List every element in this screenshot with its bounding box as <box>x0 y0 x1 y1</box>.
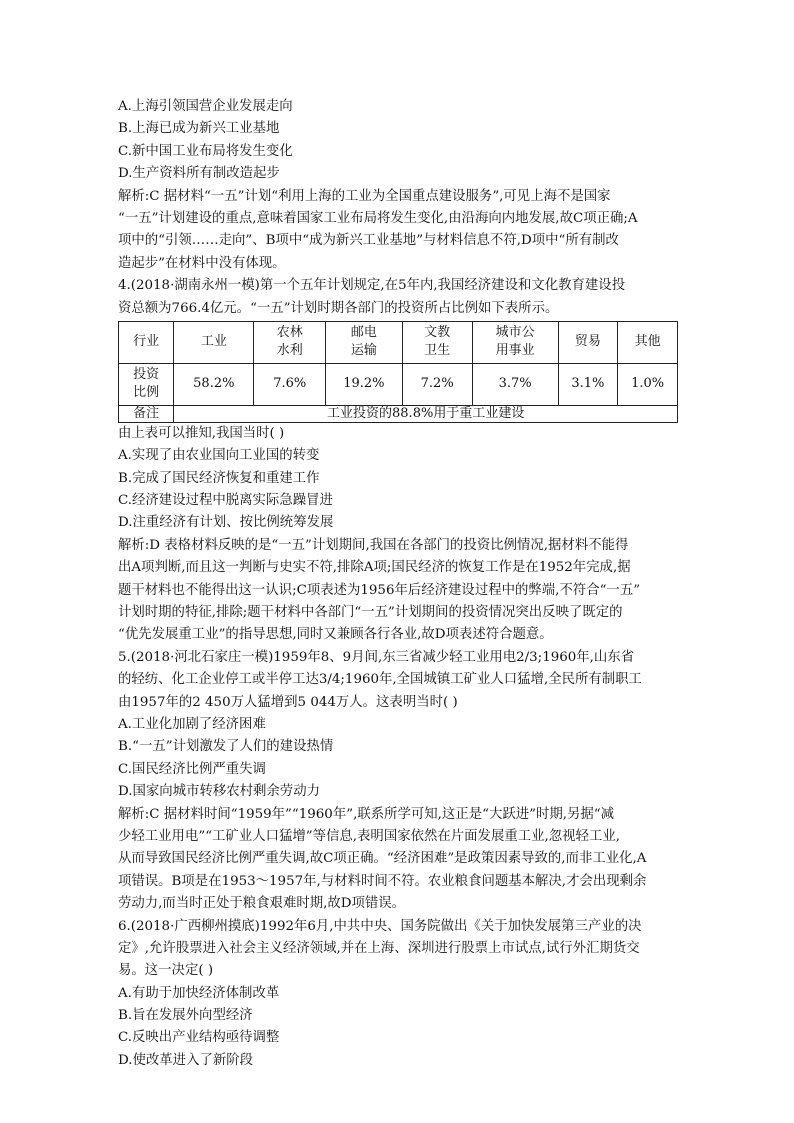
q5-stem-line: 的轻纺、化工企业停工或半停工达3/4;1960年,全国城镇工矿业人口猛增,全民所有制职工 <box>118 672 642 688</box>
q5-analysis <box>118 804 678 916</box>
table-header-cell: 行业 <box>119 321 174 363</box>
q6-stem-line: 定》,允许股票进入社会主义经济领域,并在上海、深圳进行股票上市试点,试行外汇期货交 <box>118 940 640 956</box>
q6-option-a: A.有助于加快经济体制改革 <box>118 985 280 1001</box>
q3-option-c: C.新中国工业布局将发生变化 <box>118 143 293 159</box>
table-note-row <box>119 405 678 422</box>
q5-analysis-line: 少轻工业用电”“工矿业人口猛增”等信息,表明国家依然在片面发展重工业,忽视轻工业, <box>118 828 620 844</box>
q3-analysis-line: “一五”计划建设的重点,意味着国家工业布局将发生变化,由沿海向内地发展,故C项正确;A <box>118 210 638 226</box>
q5-analysis-line: 项错误。B项是在1953～1957年,与材料时间不符。农业粮食问题基本解决,才会出现剩余 <box>118 873 647 889</box>
q5-analysis-line: 劳动力,而当时正处于粮食艰难时期,故D项错误。 <box>118 896 406 912</box>
q4-option-c: C.经济建设过程中脱离实际急躁冒进 <box>118 493 333 509</box>
table-cell: 3.7% <box>472 363 558 405</box>
q5-option-b: B.“一五”计划激发了人们的建设热情 <box>118 739 334 755</box>
investment-table <box>118 321 678 423</box>
q5-stem-line: 5.(2018·河北石家庄一模)1959年8、9月间,东三省减少轻工业用电2/3;1960年,山东省 <box>118 649 635 665</box>
q4-stem-line: 4.(2018·湖南永州一模)第一个五年计划规定,在5年内,我国经济建设和文化教育建设投 <box>118 278 626 294</box>
q6-stem-line: 6.(2018·广西柳州摸底)1992年6月,中共中央、国务院做出《关于加快发展第三产业的决 <box>118 918 642 934</box>
q4-stem <box>118 275 678 320</box>
table-note-label: 备注 <box>119 405 174 422</box>
table-row <box>119 363 678 405</box>
table-header-cell <box>254 321 326 363</box>
table-header-text: 城市公 <box>495 325 535 341</box>
table-cell: 58.2% <box>174 363 254 405</box>
q5-stem <box>118 647 678 714</box>
table-header-text: 卫生 <box>424 343 451 359</box>
q6-option-b: B.旨在发展外向型经济 <box>118 1008 253 1024</box>
table-header-text: 运输 <box>350 343 377 359</box>
table-header-cell <box>402 321 472 363</box>
q3-option-a: A.上海引领国营企业发展走向 <box>118 99 293 114</box>
table-header-cell <box>326 321 402 363</box>
table-header-cell <box>472 321 558 363</box>
q3-options <box>118 96 678 186</box>
q6-option-d: D.使改革进入了新阶段 <box>118 1052 254 1068</box>
q6-stem <box>118 916 678 983</box>
q4-option-b: B.完成了国民经济恢复和重建工作 <box>118 470 320 486</box>
q4-analysis-line: “优先发展重工业”的指导思想,同时又兼顾各行各业,故D项表述符合题意。 <box>118 627 553 643</box>
q5-option-d: D.国家向城市转移农村剩余劳动力 <box>118 784 320 800</box>
q4-option-a: A.实现了由农业国向工业国的转变 <box>118 448 320 464</box>
q5-stem-line: 由1957年的2 450万人猛增到5 044万人。这表明当时( ) <box>118 694 458 710</box>
table-header-text: 文教 <box>424 325 451 341</box>
table-header-text: 水利 <box>276 343 303 359</box>
q5-option-c: C.国民经济比例严重失调 <box>118 761 266 777</box>
table-header-text: 农林 <box>276 325 303 341</box>
table-cell: 7.6% <box>254 363 326 405</box>
table-cell: 3.1% <box>558 363 618 405</box>
table-row-label-text: 比例 <box>133 385 160 401</box>
table-header-text: 用事业 <box>495 343 535 359</box>
table-note-text: 工业投资的88.8%用于重工业建设 <box>174 405 678 422</box>
q5-option-a: A.工业化加剧了经济困难 <box>118 716 266 732</box>
table-header-cell: 工业 <box>174 321 254 363</box>
table-header-text: 邮电 <box>350 325 377 341</box>
q3-analysis-line: 解析:C 据材料“一五”计划“利用上海的工业为全国重点建设服务”,可见上海不是国家 <box>118 188 611 204</box>
q3-analysis-line: 造起步”在材料中没有体现。 <box>118 255 286 271</box>
table-row-label <box>119 363 174 405</box>
q3-option-b: B.上海已成为新兴工业基地 <box>118 121 280 137</box>
table-header-cell: 贸易 <box>558 321 618 363</box>
table-header-row <box>119 321 678 363</box>
table-row-label-text: 投资 <box>133 367 160 383</box>
q4-question: 由上表可以推知,我国当时( ) <box>118 425 285 441</box>
q4-analysis-line: 出A项判断,而且这一判断与史实不符,排除A项;国民经济的恢复工作是在1952年完成,据 <box>118 560 631 576</box>
q3-analysis-line: 项中的“引领……走向”、B项中“成为新兴工业基地”与材料信息不符,D项中“所有制改 <box>118 233 619 249</box>
table-header-cell: 其他 <box>618 321 678 363</box>
q4-option-d: D.注重经济有计划、按比例统筹发展 <box>118 515 334 531</box>
q4-analysis-line: 解析:D 表格材料反映的是“一五”计划期间,我国在各部门的投资比例情况,据材料不能得 <box>118 537 629 553</box>
q6-option-c: C.反映出产业结构亟待调整 <box>118 1030 280 1046</box>
q4-stem-line: 资总额为766.4亿元。“一五”计划时期各部门的投资所占比例如下表所示。 <box>118 300 559 316</box>
q3-option-d: D.生产资料所有制改造起步 <box>118 166 280 182</box>
q4-analysis <box>118 535 678 647</box>
table-cell: 7.2% <box>402 363 472 405</box>
q4-analysis-line: 计划时期的特征,排除;题干材料中各部门“一五”计划期间的投资情况突出反映了既定的 <box>118 605 623 621</box>
q4-options <box>118 445 678 535</box>
q5-analysis-line: 从而导致国民经济比例严重失调,故C项正确。“经济困难”是政策因素导致的,而非工业化,A <box>118 851 647 867</box>
table-cell: 19.2% <box>326 363 402 405</box>
q4-analysis-line: 题干材料也不能得出这一认识;C项表述为1956年后经济建设过程中的弊端,不符合“一五” <box>118 582 641 598</box>
q6-options <box>118 983 678 1073</box>
q5-options <box>118 714 678 804</box>
q5-analysis-line: 解析:C 据材料时间“1959年”“1960年”,联系所学可知,这正是“大跃进”时期,另据“减 <box>118 806 615 822</box>
q6-stem-line: 易。这一决定( ) <box>118 963 214 979</box>
q3-analysis <box>118 186 678 276</box>
table-cell: 1.0% <box>618 363 678 405</box>
document-page <box>118 96 678 1072</box>
